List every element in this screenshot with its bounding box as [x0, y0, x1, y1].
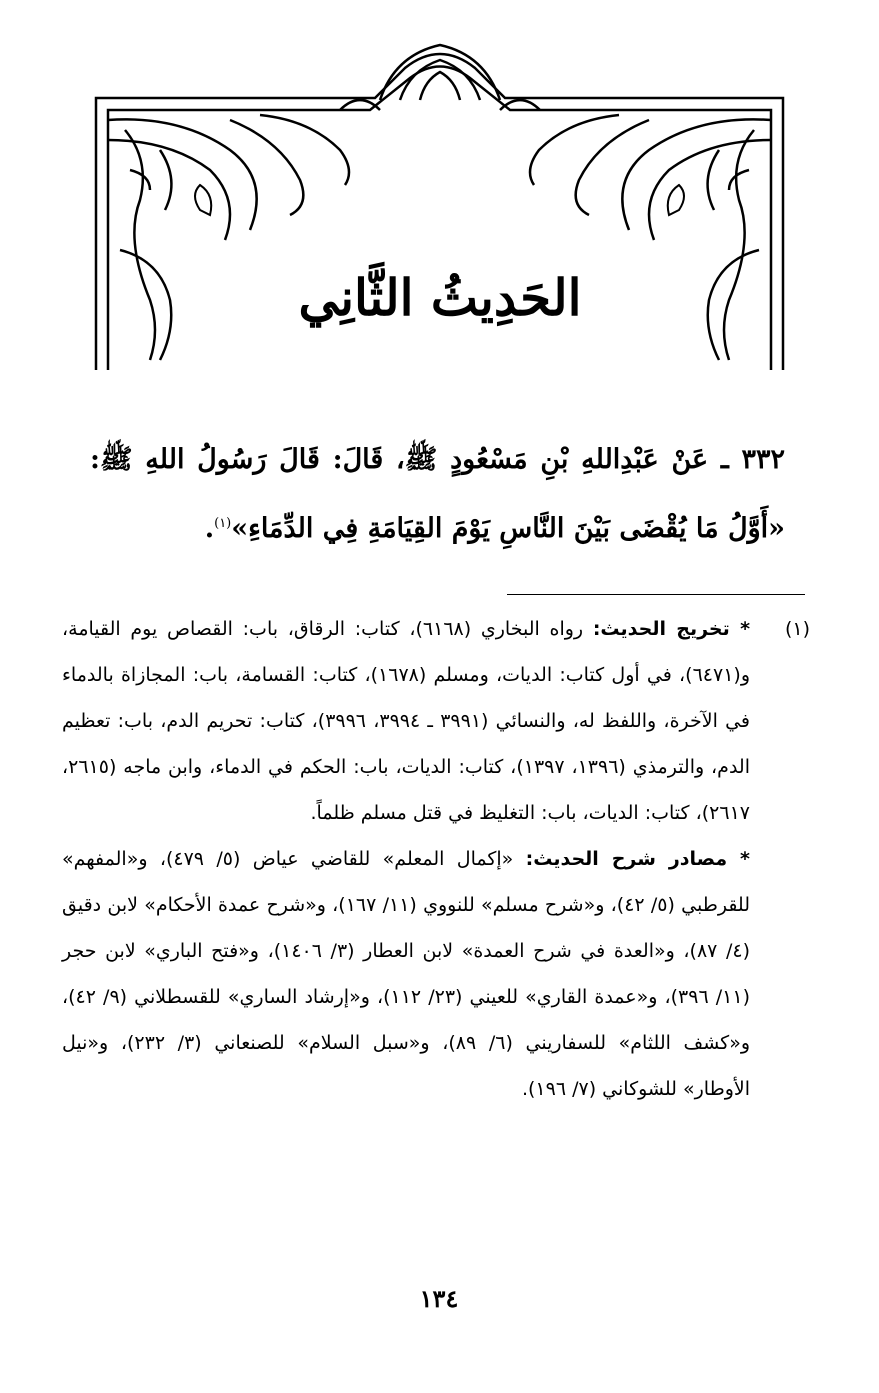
page-number: ١٣٤ — [419, 1284, 459, 1313]
takhrij-heading: * تخريج الحديث: — [592, 618, 751, 640]
footnote-number: (١) — [784, 618, 810, 640]
ornamental-frame — [0, 0, 879, 400]
takhrij-paragraph — [62, 606, 750, 836]
footnote-reference: (١) — [214, 516, 232, 531]
sources-heading: * مصادر شرح الحديث: — [525, 848, 750, 870]
takhrij-text: رواه البخاري (٦١٦٨)، كتاب: الرقاق، باب: القصاص يوم القيامة، و(٦٤٧١)، في أول كتاب: الديات، ومسلم (١٦٧٨)، كتاب: القسامة، باب: المجازاة بالدماء في الآخرة، واللفظ له، والنسائي (٣٩٩١ ـ ٣٩٩٤، ٣٩٩٦)، كتاب: تحريم الدم، باب: تعظيم الدم، والترمذي (١٣٩٦، ١٣٩٧)، كتاب: الديات، باب: الحكم في الدماء، وابن ماجه (٢٦١٥، ٢٦١٧)، كتاب: الديات، باب: التغليظ في قتل مسلم ظلماً. — [62, 618, 751, 824]
footnote-1 — [62, 606, 810, 1112]
sources-text: «إكمال المعلم» للقاضي عياض (٥/ ٤٧٩)، و«المفهم» للقرطبي (٥/ ٤٢)، و«شرح مسلم» للنووي (١١/ ١٦٧)، و«شرح عمدة الأحكام» لابن دقيق (٤/ ٨٧)، و«العدة في شرح العمدة» لابن العطار (٣/ ١٤٠٦)، و«فتح الباري» لابن حجر (١١/ ٣٩٦)، و«عمدة القاري» للعيني (٢٣/ ١١٢)، و«إرشاد الساري» للقسطلاني (٩/ ٤٢)، و«كشف اللثام» للسفاريني (٦/ ٨٩)، و«سبل السلام» للصنعاني (٣/ ٢٣٢)، و«نيل الأوطار» للشوكاني (٧/ ١٩٦). — [62, 848, 751, 1100]
hadith-text-block — [90, 428, 785, 561]
hadith-end-mark: . — [204, 513, 215, 544]
chapter-title: الحَدِيثُ الثَّانِي — [298, 268, 582, 327]
sources-paragraph — [62, 836, 750, 1112]
footnote-separator — [507, 594, 805, 595]
footnotes — [62, 606, 810, 1112]
footnote-body — [62, 606, 750, 1112]
hadith-text: ٣٣٢ ـ عَنْ عَبْدِاللهِ بْنِ مَسْعُودٍ ﷺ، قَالَ: قَالَ رَسُولُ اللهِ ﷺ: «أَوَّلُ مَا يُقْضَى بَيْنَ النَّاسِ يَوْمَ القِيَامَةِ فِي الدِّمَاءِ» — [90, 444, 785, 544]
